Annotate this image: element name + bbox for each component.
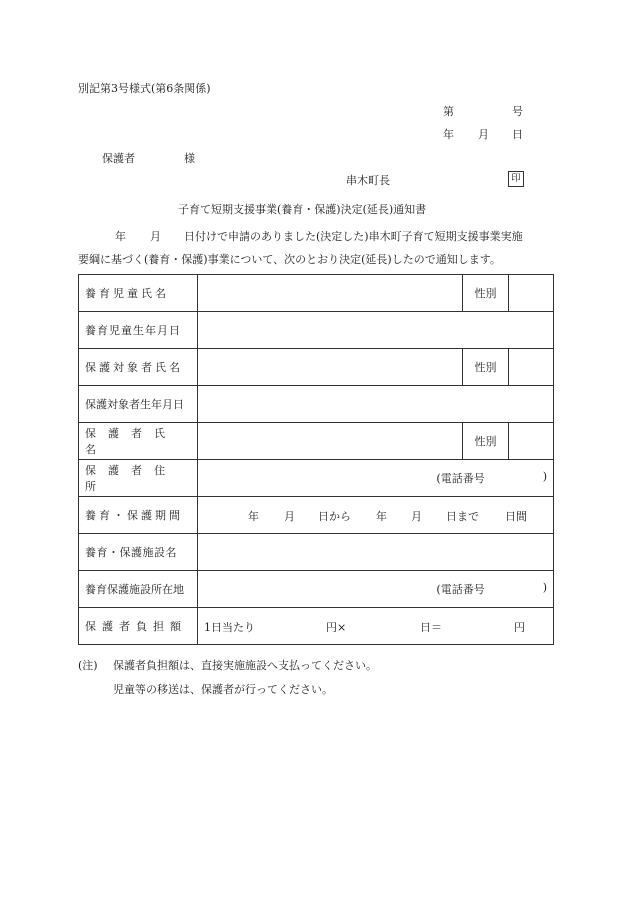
table-row xyxy=(79,571,554,608)
document-title: 子育て短期支援事業(養育・保護)決定(延長)通知書 xyxy=(178,203,427,216)
child-sex-label: 性別 xyxy=(463,275,509,312)
table-row xyxy=(79,275,554,312)
period-until: 日まで xyxy=(446,510,479,523)
number-prefix: 第 xyxy=(443,105,454,118)
target-sex-value[interactable] xyxy=(509,349,554,386)
number-suffix: 号 xyxy=(512,105,523,118)
burden-label: 保護者負担額 xyxy=(79,608,198,645)
guardian-sex-value[interactable] xyxy=(509,423,554,460)
period-value[interactable] xyxy=(198,497,554,534)
child-dob-value[interactable] xyxy=(198,312,554,349)
issuer-name: 串木町長 xyxy=(346,174,390,187)
addressee-suffix: 様 xyxy=(184,152,195,165)
child-dob-label: 養育児童生年月日 xyxy=(79,312,198,349)
child-sex-value[interactable] xyxy=(509,275,554,312)
form-reference: 別記第3号様式(第6条関係) xyxy=(78,82,211,95)
table-row xyxy=(79,497,554,534)
target-sex-label: 性別 xyxy=(463,349,509,386)
target-name-value[interactable] xyxy=(198,349,463,386)
guardian-address-label: 保護者住所 xyxy=(79,460,198,497)
period-label: 養育・保護期間 xyxy=(79,497,198,534)
period-days: 日間 xyxy=(505,510,527,523)
period-month-1: 月 xyxy=(284,510,295,523)
note-1: 保護者負担額は、直接実施施設へ支払ってください。 xyxy=(113,659,377,672)
date-year: 年 xyxy=(443,128,454,141)
burden-yen: 円 xyxy=(514,621,525,634)
guardian-name-value[interactable] xyxy=(198,423,463,460)
target-dob-label: 保護対象者生年月日 xyxy=(79,386,198,423)
child-name-label: 養育児童氏名 xyxy=(79,275,198,312)
target-name-label: 保護対象者氏名 xyxy=(79,349,198,386)
guardian-name-label: 保護者氏名 xyxy=(79,423,198,460)
note-2: 児童等の移送は、保護者が行ってください。 xyxy=(113,683,333,696)
table-row xyxy=(79,349,554,386)
target-dob-value[interactable] xyxy=(198,386,554,423)
period-year-2: 年 xyxy=(376,510,387,523)
child-name-value[interactable] xyxy=(198,275,463,312)
period-month-2: 月 xyxy=(411,510,422,523)
date-day: 日 xyxy=(512,128,523,141)
intro-line2: 要綱に基づく(養育・保護)事業について、次のとおり決定(延長)したので通知します。 xyxy=(78,253,501,266)
guardian-sex-label: 性別 xyxy=(463,423,509,460)
date-month: 月 xyxy=(478,128,489,141)
notice-table xyxy=(78,274,554,645)
table-row xyxy=(79,460,554,497)
table-row xyxy=(79,386,554,423)
phone-label: (電話番号 xyxy=(436,472,485,485)
burden-per-day: 1日当たり xyxy=(204,621,255,634)
facility-address-label: 養育保護施設所在地 xyxy=(79,571,198,608)
burden-days-eq: 日＝ xyxy=(420,621,442,634)
intro-month: 月 xyxy=(150,230,161,243)
period-from: 日から xyxy=(318,510,351,523)
facility-phone-close: ) xyxy=(542,581,547,594)
facility-phone-label: (電話番号 xyxy=(436,583,485,596)
table-row xyxy=(79,534,554,571)
burden-value[interactable] xyxy=(198,608,554,645)
seal-stamp: 印 xyxy=(508,171,524,187)
notes-label: (注) xyxy=(78,659,98,672)
intro-year: 年 xyxy=(115,230,126,243)
phone-close: ) xyxy=(542,470,547,483)
facility-address-value[interactable] xyxy=(198,571,554,608)
facility-name-label: 養育・保護施設名 xyxy=(79,534,198,571)
facility-name-value[interactable] xyxy=(198,534,554,571)
guardian-address-value[interactable] xyxy=(198,460,554,497)
table-row xyxy=(79,608,554,645)
table-row xyxy=(79,423,554,460)
addressee-label: 保護者 xyxy=(102,152,135,165)
burden-yen-times: 円× xyxy=(326,621,347,634)
intro-line1: 日付けで申請のありました(決定した)串木町子育て短期支援事業実施 xyxy=(184,230,523,243)
table-row xyxy=(79,312,554,349)
period-year-1: 年 xyxy=(248,510,259,523)
